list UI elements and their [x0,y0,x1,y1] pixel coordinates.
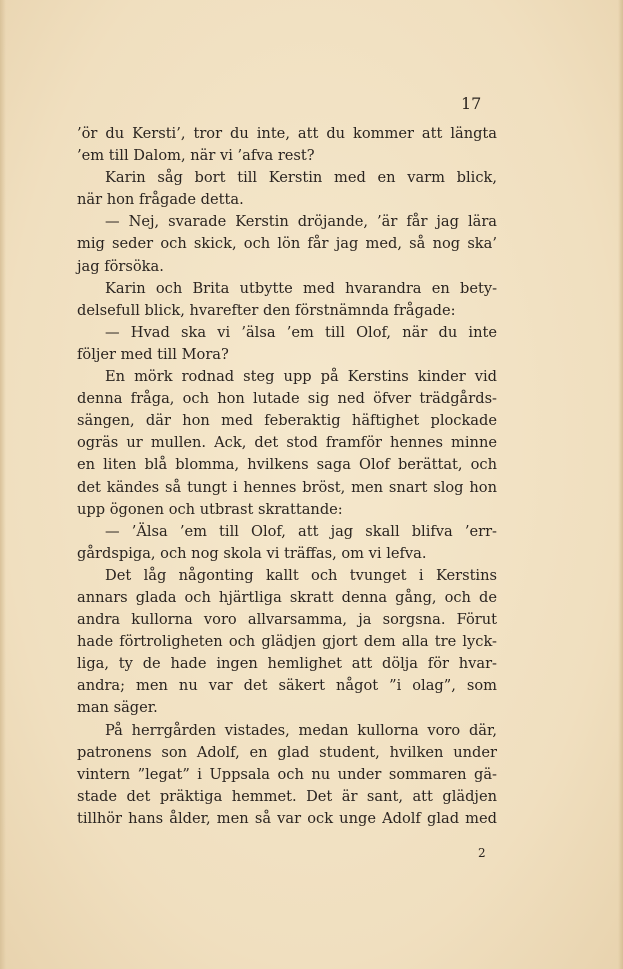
text-line: en liten blå blomma, hvilkens saga Olof berättat, och [77,456,497,474]
text-line: sängen, där hon med feberaktig häftighet plockade [77,412,497,430]
body-text [77,123,497,830]
text-line: tillhör hans ålder, men så var ock unge Adolf glad med [77,809,497,827]
text-line: — Nej, svarade Kerstin dröjande, ’är får jag lära [105,213,497,231]
text-line: hade förtroligheten och glädjen gjort dem alla tre lyck- [77,633,497,651]
text-line: följer med till Mora? [77,345,229,363]
text-line: På herrgården vistades, medan kullorna voro där, [105,721,497,739]
text-line: Karin såg bort till Kerstin med en varm blick, [105,169,497,187]
text-line: — Hvad ska vi ’älsa ’em till Olof, när du inte [105,323,497,341]
text-line: — ’Älsa ’em till Olof, att jag skall blifva ’err- [105,522,497,540]
text-line: gårdspiga, och nog skola vi träffas, om vi lefva. [77,544,427,562]
signature-mark: 2 [478,846,486,860]
text-line: det kändes så tungt i hennes bröst, men snart slog hon [77,478,497,496]
text-line: Karin och Brita utbytte med hvarandra en bety- [105,279,497,297]
text-line: delsefull blick, hvarefter den förstnämnda frågade: [77,301,456,319]
text-line: vintern ”legat” i Uppsala och nu under sommaren gä- [77,765,497,783]
text-line: när hon frågade detta. [77,191,244,209]
page-number: 17 [461,94,482,113]
text-line: denna fråga, och hon lutade sig ned öfver trädgårds- [77,390,497,408]
text-line: ’em till Dalom, när vi ’afva rest? [77,147,315,165]
page-right-edge-shadow [618,0,623,969]
text-line: andra kullorna voro allvarsamma, ja sorgsna. Förut [77,611,497,629]
text-line: man säger. [77,699,158,717]
text-line: ’ör du Kersti’, tror du inte, att du kommer att längta [77,125,497,142]
text-line: jag försöka. [77,257,164,275]
text-line: stade det präktiga hemmet. Det är sant, att glädjen [77,787,497,805]
text-line: En mörk rodnad steg upp på Kerstins kinder vid [105,368,497,386]
text-line: patronens son Adolf, en glad student, hvilken under [77,743,497,761]
text-line: annars glada och hjärtliga skratt denna gång, och de [77,588,497,606]
text-line: andra; men nu var det säkert något ”i olag”, som [77,677,497,695]
page-left-edge-shadow [0,0,6,969]
text-line: liga, ty de hade ingen hemlighet att dölja för hvar- [77,655,497,673]
text-line: ogräs ur mullen. Ack, det stod framför hennes minne [77,434,497,452]
text-line: Det låg någonting kallt och tvunget i Kerstins [105,566,497,584]
text-line: mig seder och skick, och lön får jag med, så nog ska’ [77,235,497,253]
text-line: upp ögonen och utbrast skrattande: [77,500,343,518]
